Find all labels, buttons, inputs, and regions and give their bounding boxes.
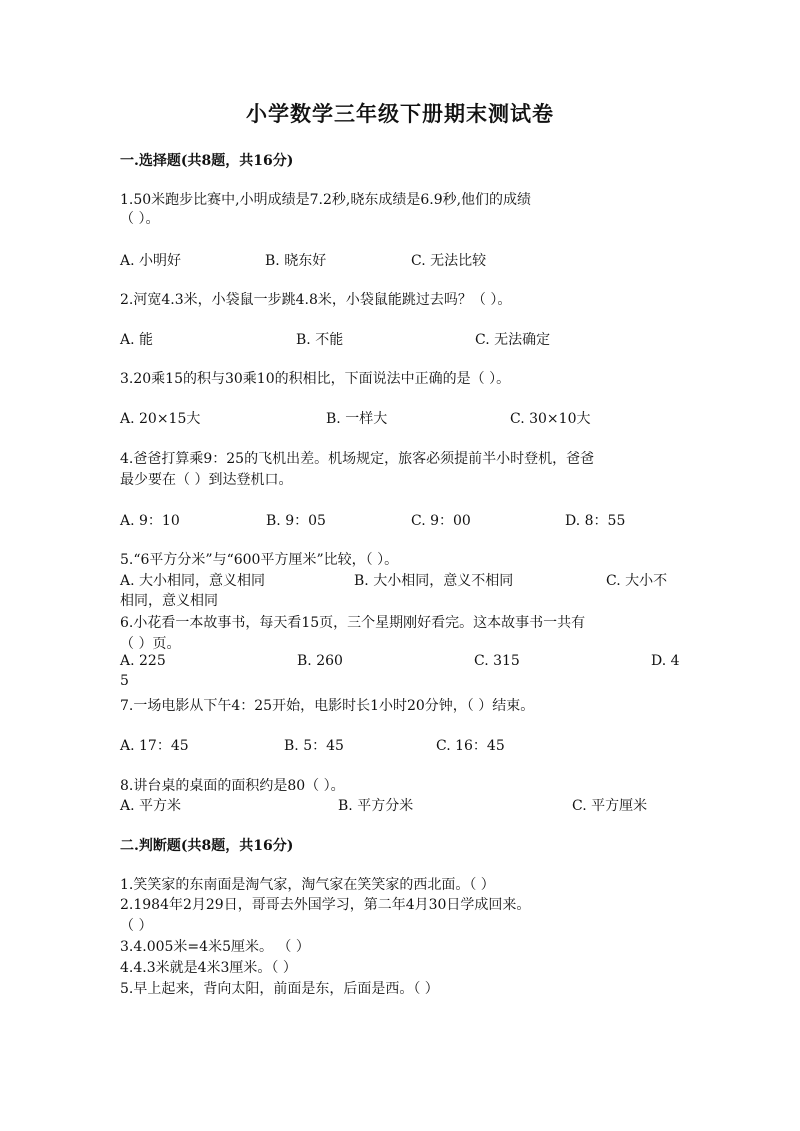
question-1-option-a: A. 小明好 <box>120 253 182 269</box>
question-5-wrap: 相同，意义相同 <box>120 593 218 609</box>
judgement-line-3: （ ） <box>120 918 153 934</box>
question-6-option-b: B. 260 <box>297 653 343 669</box>
question-5-option-b: B. 大小相同，意义不相同 <box>354 573 514 589</box>
question-1-option-b: B. 晓东好 <box>265 253 327 269</box>
question-7-option-b: B. 5：45 <box>284 738 344 754</box>
question-7-line-1: 7.一场电影从下午4：25开始，电影时长1小时20分钟，（ ）结束。 <box>120 698 535 714</box>
judgement-line-2: 2.1984年2月29日，哥哥去外国学习，第二年4月30日学成回来。 <box>120 897 531 913</box>
question-2-option-b: B. 不能 <box>296 332 344 348</box>
question-6-wrap: 5 <box>120 673 129 689</box>
question-7-option-a: A. 17：45 <box>120 738 189 754</box>
question-6-line-2: （ ）页。 <box>120 636 181 652</box>
question-1-line-1: 1.50米跑步比赛中,小明成绩是7.2秒,晓东成绩是6.9秒,他们的成绩 <box>120 192 532 208</box>
question-5-option-c: C. 大小不 <box>606 573 668 589</box>
question-4-option-c: C. 9：00 <box>411 513 471 529</box>
question-8-option-b: B. 平方分米 <box>338 798 414 814</box>
judgement-line-1: 1.笑笑家的东南面是淘气家，淘气家在笑笑家的西北面。（ ） <box>120 877 495 893</box>
judgement-line-4: 3.4.005米=4米5厘米。 （ ） <box>120 939 310 955</box>
question-6-option-a: A. 225 <box>120 653 166 669</box>
question-7-option-c: C. 16：45 <box>436 738 505 754</box>
question-2-option-c: C. 无法确定 <box>475 332 551 348</box>
question-8-option-c: C. 平方厘米 <box>572 798 648 814</box>
question-4-option-a: A. 9：10 <box>120 513 180 529</box>
question-8-line-1: 8.讲台桌的桌面的面积约是80（ ）。 <box>120 778 345 794</box>
question-2-line-1: 2.河宽4.3米，小袋鼠一步跳4.8米，小袋鼠能跳过去吗？（ ）。 <box>120 292 512 308</box>
question-4-line-1: 4.爸爸打算乘9：25的飞机出差。机场规定，旅客必须提前半小时登机，爸爸 <box>120 451 595 467</box>
question-6-option-c: C. 315 <box>474 653 520 669</box>
question-5-option-a: A. 大小相同，意义相同 <box>120 573 266 589</box>
judgement-line-5: 4.4.3米就是4米3厘米。（ ） <box>120 960 297 976</box>
question-1-option-c: C. 无法比较 <box>411 253 487 269</box>
page-title: 小学数学三年级下册期末测试卷 <box>246 101 554 126</box>
question-4-option-b: B. 9：05 <box>266 513 326 529</box>
question-6-line-1: 6.小花看一本故事书，每天看15页，三个星期刚好看完。这本故事书一共有 <box>120 615 586 631</box>
question-1-line-2: （ ）。 <box>120 211 160 227</box>
question-6-option-d: D. 4 <box>651 653 680 669</box>
question-3-option-c: C. 30×10大 <box>510 411 591 427</box>
judgement-line-6: 5.早上起来，背向太阳，前面是东，后面是西。（ ） <box>120 981 439 997</box>
question-8-option-a: A. 平方米 <box>120 798 182 814</box>
question-3-option-a: A. 20×15大 <box>120 411 201 427</box>
question-2-option-a: A. 能 <box>120 332 154 348</box>
section-heading-judgement: 二.判断题(共8题，共16分) <box>120 838 294 854</box>
question-4-option-d: D. 8：55 <box>565 513 626 529</box>
question-3-line-1: 3.20乘15的积与30乘10的积相比，下面说法中正确的是（ ）。 <box>120 371 511 387</box>
question-3-option-b: B. 一样大 <box>326 411 388 427</box>
section-heading-choice: 一.选择题(共8题，共16分) <box>120 153 294 169</box>
question-5-line-1: 5.“6平方分米”与“600平方厘米”比较，（ ）。 <box>120 552 399 568</box>
question-4-line-2: 最少要在（ ）到达登机口。 <box>120 472 293 488</box>
